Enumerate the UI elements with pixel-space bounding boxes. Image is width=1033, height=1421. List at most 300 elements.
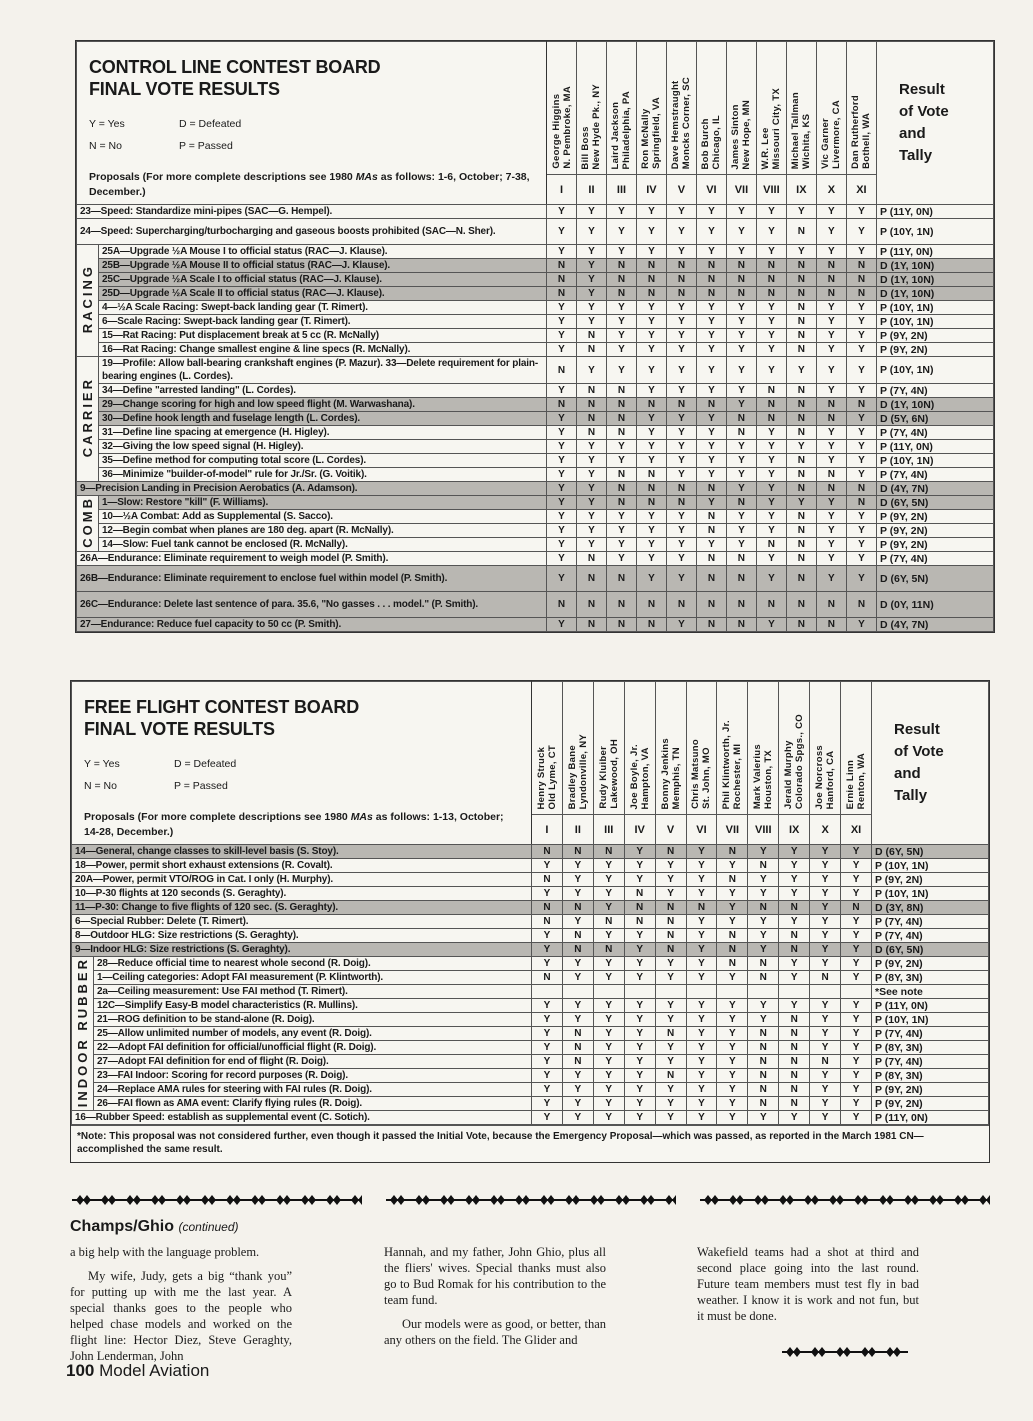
vote-cell: Y <box>606 440 636 454</box>
proposal-text: 11—P-30: Change to five flights of 120 sec. (S. Geraghty). <box>72 901 532 915</box>
vote-cell: Y <box>636 412 666 426</box>
judge-name: Ron McNally <box>640 108 652 170</box>
proposal-text: 15—Rat Racing: Put displacement break at 5 cc (R. McNally) <box>99 329 547 343</box>
title-line: CONTROL LINE CONTEST BOARD <box>89 57 381 77</box>
vote-cell: Y <box>636 329 666 343</box>
vote-cell: Y <box>756 329 786 343</box>
paragraph: Hannah, and my father, John Ghio, plus all the fliers' wives. Special thanks must also go to Bud Romak for his contribution to the team fund. <box>384 1245 606 1307</box>
judge-location: Lyndonville, NY <box>577 733 589 810</box>
vote-cell: Y <box>726 538 756 552</box>
vote-cell: Y <box>756 357 786 384</box>
vote-cell: Y <box>726 343 756 357</box>
proposal-text: 4—½A Scale Racing: Swept-back landing gear (T. Rimert). <box>99 301 547 315</box>
vote-cell: N <box>816 398 846 412</box>
vote-cell: Y <box>779 859 810 873</box>
vote-cell: Y <box>686 943 717 957</box>
judge-numeral: I <box>547 175 577 205</box>
judge-location: New Hyde Pk., NY <box>591 83 603 170</box>
free-flight-board <box>70 680 990 1163</box>
vote-cell: N <box>696 524 726 538</box>
vote-cell: Y <box>666 566 696 592</box>
vote-cell: Y <box>532 1013 563 1027</box>
proposal-text: 18—Power, permit short exhaust extensions (R. Covalt). <box>72 859 532 873</box>
vote-cell: Y <box>606 219 636 245</box>
vote-cell: Y <box>841 1041 872 1055</box>
vote-cell: Y <box>756 468 786 482</box>
group-label-text: RACING <box>80 264 95 334</box>
vote-cell: Y <box>666 384 696 398</box>
proposal-row <box>72 1027 989 1041</box>
vote-cell: N <box>779 1083 810 1097</box>
vote-cell: N <box>606 482 636 496</box>
result-tally: P (10Y, 1N) <box>877 454 994 468</box>
vote-cell: N <box>816 468 846 482</box>
vote-cell: Y <box>593 1111 624 1125</box>
judge-numeral: IX <box>779 815 810 845</box>
vote-cell: Y <box>756 524 786 538</box>
vote-cell: N <box>655 943 686 957</box>
vote-cell: N <box>666 496 696 510</box>
vote-cell: N <box>532 873 563 887</box>
proposal-row <box>72 1083 989 1097</box>
proposal-row <box>77 357 994 384</box>
vote-cell: Y <box>547 538 577 552</box>
result-header-line: Result <box>899 81 945 98</box>
vote-cell: N <box>779 1013 810 1027</box>
vote-cell: Y <box>846 219 876 245</box>
judge-name-location <box>783 710 805 811</box>
proposal-row <box>72 901 989 915</box>
vote-cell: N <box>846 482 876 496</box>
proposal-row <box>77 315 994 329</box>
result-tally: P (7Y, 4N) <box>877 384 994 398</box>
vote-cell: N <box>786 329 816 343</box>
proposal-row <box>77 592 994 618</box>
vote-cell: Y <box>756 496 786 510</box>
vote-cell <box>655 985 686 999</box>
proposal-row <box>72 845 989 859</box>
result-tally: P (7Y, 4N) <box>877 468 994 482</box>
vote-cell: Y <box>686 999 717 1013</box>
vote-cell: N <box>816 618 846 632</box>
title-line: FINAL VOTE RESULTS <box>89 79 280 99</box>
vote-cell: Y <box>717 1097 748 1111</box>
vote-cell: Y <box>696 412 726 426</box>
judge-column-header <box>841 682 872 815</box>
vote-cell: N <box>816 482 846 496</box>
vote-cell: Y <box>696 357 726 384</box>
vote-cell: N <box>666 592 696 618</box>
proposal-row <box>77 496 994 510</box>
vote-cell: N <box>696 592 726 618</box>
vote-cell: N <box>624 915 655 929</box>
diamond-ornament-rule <box>700 1192 990 1208</box>
vote-cell <box>810 985 841 999</box>
vote-cell: Y <box>624 999 655 1013</box>
vote-cell: N <box>786 592 816 618</box>
vote-cell: Y <box>636 566 666 592</box>
vote-cell: Y <box>624 1055 655 1069</box>
vote-cell: Y <box>666 524 696 538</box>
vote-cell: N <box>717 873 748 887</box>
vote-cell: N <box>606 273 636 287</box>
proposal-row <box>77 329 994 343</box>
result-tally: P (9Y, 2N) <box>877 329 994 343</box>
vote-cell: Y <box>841 929 872 943</box>
judge-column-header <box>846 42 876 175</box>
vote-cell: N <box>779 943 810 957</box>
vote-cell: Y <box>686 971 717 985</box>
vote-cell: Y <box>846 552 876 566</box>
vote-cell: N <box>666 273 696 287</box>
judge-name-location <box>790 88 812 171</box>
proposal-text: 16—Rubber Speed: establish as supplemental event (C. Sotich). <box>72 1111 532 1125</box>
vote-cell: Y <box>636 552 666 566</box>
vote-cell: N <box>606 566 636 592</box>
vote-cell: Y <box>786 440 816 454</box>
result-tally: D (1Y, 10N) <box>877 273 994 287</box>
proposal-row <box>72 1097 989 1111</box>
vote-cell: Y <box>816 219 846 245</box>
vote-cell: Y <box>786 496 816 510</box>
vote-cell: N <box>786 468 816 482</box>
vote-cell: Y <box>666 510 696 524</box>
vote-cell <box>532 985 563 999</box>
judge-name: James Sinton <box>730 103 742 170</box>
vote-cell: Y <box>779 873 810 887</box>
proposal-text: 9—Indoor HLG: Size restrictions (S. Geraghty). <box>72 943 532 957</box>
result-tally: D (6Y, 5N) <box>872 845 989 859</box>
vote-cell: Y <box>846 440 876 454</box>
vote-cell: Y <box>686 1069 717 1083</box>
vote-cell: Y <box>666 468 696 482</box>
vote-cell: Y <box>532 887 563 901</box>
vote-cell: Y <box>696 205 726 219</box>
proposal-text: 25D—Upgrade ½A Scale II to official status (RAC—J. Klause). <box>99 287 547 301</box>
vote-cell: Y <box>748 873 779 887</box>
proposal-row <box>77 205 994 219</box>
vote-cell: Y <box>726 301 756 315</box>
vote-cell: Y <box>655 1111 686 1125</box>
vote-cell: Y <box>577 538 607 552</box>
judge-numeral: VII <box>726 175 756 205</box>
vote-cell: Y <box>593 1097 624 1111</box>
vote-cell: Y <box>816 315 846 329</box>
vote-cell: Y <box>846 343 876 357</box>
judge-numeral: IV <box>624 815 655 845</box>
proposal-text: 24—Replace AMA rules for steering with FAI rules (R. Doig). <box>94 1083 532 1097</box>
vote-cell: Y <box>717 1083 748 1097</box>
vote-cell: Y <box>532 1111 563 1125</box>
vote-cell: Y <box>756 245 786 259</box>
vote-cell: Y <box>846 301 876 315</box>
vote-cell: N <box>636 592 666 618</box>
judge-numeral: IV <box>636 175 666 205</box>
vote-cell: Y <box>577 357 607 384</box>
vote-cell: Y <box>686 1041 717 1055</box>
judge-name: Jerald Murphy <box>783 740 795 810</box>
vote-cell: N <box>717 845 748 859</box>
proposal-row <box>77 343 994 357</box>
vote-cell: Y <box>696 384 726 398</box>
group-label <box>77 496 99 552</box>
judge-location: Hanford, CA <box>825 750 837 810</box>
vote-cell: Y <box>810 915 841 929</box>
vote-cell: N <box>655 901 686 915</box>
vote-cell: N <box>756 384 786 398</box>
vote-cell: Y <box>756 566 786 592</box>
proposal-text: 12C—Simplify Easy-B model characteristics (R. Mullins). <box>94 999 532 1013</box>
vote-cell: Y <box>547 496 577 510</box>
vote-cell: Y <box>748 915 779 929</box>
vote-cell: Y <box>532 943 563 957</box>
vote-cell: Y <box>841 859 872 873</box>
vote-cell: Y <box>636 524 666 538</box>
vote-cell: N <box>577 412 607 426</box>
vote-cell: Y <box>748 999 779 1013</box>
proposal-text: 22—Adopt FAI definition for official/unofficial flight (R. Doig). <box>94 1041 532 1055</box>
vote-cell: Y <box>846 468 876 482</box>
proposal-row <box>77 398 994 412</box>
intro-text: Proposals (For more complete descriptions see 1980 <box>89 171 356 183</box>
intro-text: Proposals (For more complete descriptions see 1980 <box>84 811 351 823</box>
intro-ma: MAs <box>355 171 378 183</box>
vote-cell <box>779 985 810 999</box>
vote-cell: Y <box>696 315 726 329</box>
vote-cell: Y <box>846 315 876 329</box>
result-header-line: and <box>894 765 921 782</box>
vote-cell: Y <box>810 1097 841 1111</box>
vote-cell: Y <box>547 412 577 426</box>
vote-cell: Y <box>532 999 563 1013</box>
vote-cell: Y <box>547 245 577 259</box>
legend <box>84 758 519 792</box>
vote-cell: Y <box>756 205 786 219</box>
proposal-row <box>72 1013 989 1027</box>
vote-cell: Y <box>748 943 779 957</box>
judge-name: Henry Struck <box>535 746 547 810</box>
vote-cell: Y <box>624 1097 655 1111</box>
vote-cell: Y <box>562 915 593 929</box>
vote-cell: Y <box>726 468 756 482</box>
judge-column-header <box>655 682 686 815</box>
vote-cell: N <box>786 315 816 329</box>
vote-cell: Y <box>547 329 577 343</box>
vote-cell: N <box>655 1069 686 1083</box>
proposal-text: 26B—Endurance: Eliminate requirement to enclose fuel within model (P. Smith). <box>77 566 547 592</box>
vote-cell: Y <box>655 1041 686 1055</box>
result-tally: P (10Y, 1N) <box>872 859 989 873</box>
vote-cell: Y <box>686 873 717 887</box>
proposal-text: 23—Speed: Standardize mini-pipes (SAC—G. Hempel). <box>77 205 547 219</box>
vote-cell: Y <box>577 287 607 301</box>
legend-no: N = No <box>89 140 122 152</box>
vote-cell: Y <box>686 845 717 859</box>
judge-column-header <box>717 682 748 815</box>
judge-name-location <box>820 96 842 171</box>
vote-cell: Y <box>577 245 607 259</box>
vote-cell: Y <box>593 887 624 901</box>
vote-cell: Y <box>577 259 607 273</box>
vote-cell: Y <box>841 971 872 985</box>
vote-cell: N <box>756 259 786 273</box>
vote-cell: Y <box>841 999 872 1013</box>
vote-cell: Y <box>810 1069 841 1083</box>
judge-numeral: II <box>577 175 607 205</box>
judge-name: Joe Norcross <box>814 744 826 810</box>
vote-cell: Y <box>726 357 756 384</box>
judge-name: Bob Burch <box>700 117 712 170</box>
result-tally: P (9Y, 2N) <box>877 510 994 524</box>
vote-cell: N <box>562 1027 593 1041</box>
vote-cell: Y <box>779 845 810 859</box>
vote-cell: N <box>562 929 593 943</box>
result-tally: P (10Y, 1N) <box>872 1013 989 1027</box>
vote-cell: Y <box>841 1097 872 1111</box>
vote-cell: Y <box>846 426 876 440</box>
proposal-row <box>72 915 989 929</box>
proposal-text: 25—Allow unlimited number of models, any event (R. Doig). <box>94 1027 532 1041</box>
judge-name-location <box>580 80 602 172</box>
vote-cell: Y <box>726 384 756 398</box>
vote-cell: N <box>726 412 756 426</box>
result-tally: P (8Y, 3N) <box>872 1069 989 1083</box>
judge-location: Hampton, VA <box>639 746 651 810</box>
vote-cell: N <box>816 592 846 618</box>
vote-cell: Y <box>756 552 786 566</box>
result-header <box>872 682 989 845</box>
proposal-row <box>77 412 994 426</box>
vote-cell: N <box>636 287 666 301</box>
judge-column-header <box>779 682 810 815</box>
judge-column-header <box>532 682 563 815</box>
vote-cell: Y <box>532 859 563 873</box>
intro-text: as follows: 1-13, October; 14-28, December.) <box>84 811 504 838</box>
vote-cell: Y <box>532 1041 563 1055</box>
result-tally: P (11Y, 0N) <box>872 999 989 1013</box>
proposal-text: 10—P-30 flights at 120 seconds (S. Geraghty). <box>72 887 532 901</box>
vote-cell: Y <box>841 1055 872 1069</box>
vote-cell: Y <box>636 454 666 468</box>
judge-column-header <box>748 682 779 815</box>
result-tally: P (10Y, 1N) <box>877 219 994 245</box>
vote-cell: N <box>636 496 666 510</box>
judge-column-header <box>577 42 607 175</box>
vote-cell: Y <box>810 1013 841 1027</box>
vote-cell: Y <box>577 205 607 219</box>
vote-cell: N <box>748 901 779 915</box>
vote-cell: Y <box>726 440 756 454</box>
vote-cell: Y <box>779 999 810 1013</box>
header-row <box>77 42 994 175</box>
proposal-row <box>77 301 994 315</box>
vote-cell: Y <box>636 343 666 357</box>
vote-cell: Y <box>846 384 876 398</box>
article-continued: (continued) <box>178 1220 239 1234</box>
vote-cell: Y <box>816 245 846 259</box>
proposal-text: 27—Endurance: Reduce fuel capacity to 50 cc (P. Smith). <box>77 618 547 632</box>
vote-cell: Y <box>696 538 726 552</box>
vote-cell: Y <box>547 482 577 496</box>
vote-cell: N <box>786 384 816 398</box>
vote-cell: Y <box>547 552 577 566</box>
vote-cell: N <box>562 1041 593 1055</box>
vote-cell: Y <box>562 1083 593 1097</box>
judge-name: Vic Garner <box>820 118 832 170</box>
legend-passed: P = Passed <box>179 140 233 152</box>
judge-location: Memphis, TN <box>670 746 682 810</box>
vote-cell: Y <box>532 1055 563 1069</box>
vote-cell: N <box>717 957 748 971</box>
judge-numeral: II <box>562 815 593 845</box>
vote-cell: Y <box>846 205 876 219</box>
result-tally: P (11Y, 0N) <box>872 1111 989 1125</box>
vote-cell: N <box>756 538 786 552</box>
vote-cell: N <box>577 329 607 343</box>
vote-cell: N <box>636 482 666 496</box>
vote-cell: N <box>726 618 756 632</box>
proposal-row <box>72 1069 989 1083</box>
judge-numeral: XI <box>841 815 872 845</box>
legend-defeated: D = Defeated <box>179 118 242 130</box>
legend <box>89 118 534 152</box>
vote-cell: Y <box>756 618 786 632</box>
vote-cell: Y <box>726 315 756 329</box>
result-header-line: and <box>899 125 926 142</box>
proposal-text: 16—Rat Racing: Change smallest engine & line specs (R. McNally). <box>99 343 547 357</box>
vote-cell: Y <box>666 205 696 219</box>
proposal-text: 29—Change scoring for high and low speed flight (M. Warwashana). <box>99 398 547 412</box>
vote-cell: Y <box>577 315 607 329</box>
vote-cell: Y <box>779 887 810 901</box>
vote-cell: Y <box>726 245 756 259</box>
vote-cell: Y <box>666 552 696 566</box>
vote-cell: Y <box>606 552 636 566</box>
vote-cell: Y <box>717 915 748 929</box>
vote-cell: Y <box>686 957 717 971</box>
judge-name: Ernie Linn <box>845 759 857 810</box>
vote-cell: Y <box>666 618 696 632</box>
vote-cell: Y <box>696 440 726 454</box>
proposal-row <box>77 384 994 398</box>
judge-column-header <box>810 682 841 815</box>
vote-cell: N <box>786 566 816 592</box>
vote-cell: Y <box>696 454 726 468</box>
judge-name: Michael Tallman <box>790 91 802 170</box>
proposal-row <box>77 482 994 496</box>
vote-cell: Y <box>624 971 655 985</box>
judge-name-location <box>670 73 692 171</box>
vote-cell: Y <box>666 440 696 454</box>
vote-cell: Y <box>816 301 846 315</box>
vote-cell: Y <box>593 1041 624 1055</box>
vote-cell: N <box>636 618 666 632</box>
vote-cell: Y <box>717 859 748 873</box>
magazine-name: Model Aviation <box>99 1361 210 1380</box>
judge-numeral: VI <box>686 815 717 845</box>
vote-cell: N <box>717 929 748 943</box>
result-tally: P (7Y, 4N) <box>877 426 994 440</box>
group-label-text: INDOOR RUBBER <box>75 957 90 1108</box>
vote-cell: N <box>786 259 816 273</box>
vote-cell: Y <box>696 496 726 510</box>
vote-cell: Y <box>696 329 726 343</box>
proposal-row <box>77 287 994 301</box>
proposal-text: 21—ROG definition to be stand-alone (R. Doig). <box>94 1013 532 1027</box>
vote-cell: Y <box>624 929 655 943</box>
result-tally: P (11Y, 0N) <box>877 440 994 454</box>
proposal-row <box>77 538 994 552</box>
